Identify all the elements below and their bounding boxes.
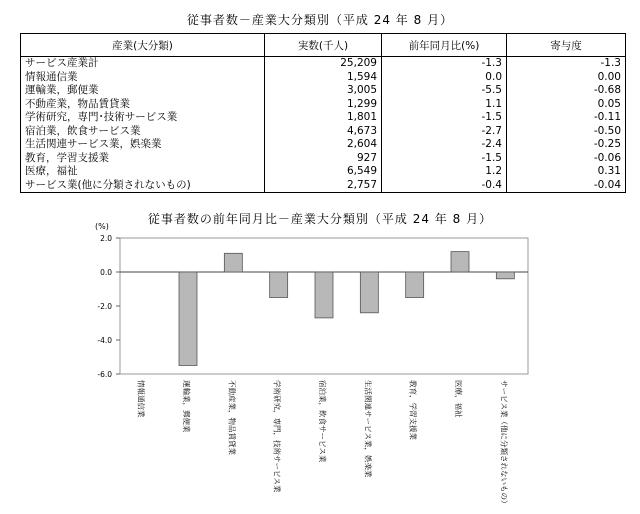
contribution-cell: 0.05 [507,98,626,112]
yoy-cell: -1.5 [382,111,507,125]
bar [496,272,514,279]
y-axis-unit-label: (%) [95,222,109,231]
yoy-cell: -5.5 [382,84,507,98]
column-header: 産業(大分類) [21,34,265,57]
industry-cell: サービス業(他に分類されないもの) [21,179,265,193]
x-category-label: サービス業（他に分類されないもの） [499,380,509,508]
bar [406,272,424,298]
industry-cell: 学術研究，専門･技術サービス業 [21,111,265,125]
count-cell: 1,801 [265,111,382,125]
contribution-cell: -0.11 [507,111,626,125]
yoy-cell: -1.5 [382,152,507,166]
count-cell: 927 [265,152,382,166]
industry-cell: 生活関連サービス業，娯楽業 [21,138,265,152]
contribution-cell: -0.68 [507,84,626,98]
count-cell: 3,005 [265,84,382,98]
industry-cell: 不動産業，物品賃貸業 [21,98,265,112]
y-tick-label: -6.0 [97,370,112,379]
x-category-label: 生活関連サービス業，娯楽業 [363,380,373,478]
x-category-label: 学術研究，専門，技術サービス業 [272,380,282,493]
bar [224,253,242,272]
contribution-cell: -0.50 [507,125,626,139]
yoy-cell: 0.0 [382,71,507,85]
count-cell: 1,299 [265,98,382,112]
count-cell: 2,604 [265,138,382,152]
x-category-label: 宿泊業，飲食サービス業 [318,380,327,463]
industry-cell: サービス産業計 [21,57,265,71]
contribution-cell: 0.00 [507,71,626,85]
column-header: 前年同月比(%) [382,34,507,57]
y-tick-label: -4.0 [97,336,112,345]
count-cell: 2,757 [265,179,382,193]
y-tick-label: 0.0 [100,268,112,277]
y-tick-label: 2.0 [100,234,112,243]
yoy-cell: -1.3 [382,57,507,71]
contribution-cell: -0.25 [507,138,626,152]
industry-cell: 医療，福祉 [21,165,265,179]
contribution-cell: 0.31 [507,165,626,179]
table-title: 従事者数－産業大分類別（平成 24 年 8 月） [186,13,454,27]
count-cell: 6,549 [265,165,382,179]
x-category-label: 医療，福祉 [454,380,463,418]
industry-cell: 運輸業，郵便業 [21,84,265,98]
industry-cell: 情報通信業 [21,71,265,85]
count-cell: 1,594 [265,71,382,85]
bar [270,272,288,298]
yoy-cell: -0.4 [382,179,507,193]
contribution-cell: -1.3 [507,57,626,71]
yoy-cell: -2.7 [382,125,507,139]
x-category-label: 不動産業，物品賃貸業 [227,380,237,455]
yoy-cell: 1.2 [382,165,507,179]
contribution-cell: -0.04 [507,179,626,193]
bar [315,272,333,318]
industry-cell: 教育，学習支援業 [21,152,265,166]
column-header: 寄与度 [507,34,626,57]
contribution-cell: -0.06 [507,152,626,166]
x-category-label: 教育，学習支援業 [408,380,418,440]
bar [451,252,469,272]
x-category-label: 運輸業，郵便業 [182,380,191,433]
yoy-cell: 1.1 [382,98,507,112]
y-tick-label: -2.0 [97,302,112,311]
chart-title: 従事者数の前年同月比－産業大分類別（平成 24 年 8 月） [147,212,493,226]
industry-cell: 宿泊業，飲食サービス業 [21,125,265,139]
bar [360,272,378,313]
count-cell: 4,673 [265,125,382,139]
x-category-label: 情報通信業 [136,380,146,418]
count-cell: 25,209 [265,57,382,71]
yoy-cell: -2.4 [382,138,507,152]
column-header: 実数(千人) [265,34,382,57]
bar [179,272,197,366]
